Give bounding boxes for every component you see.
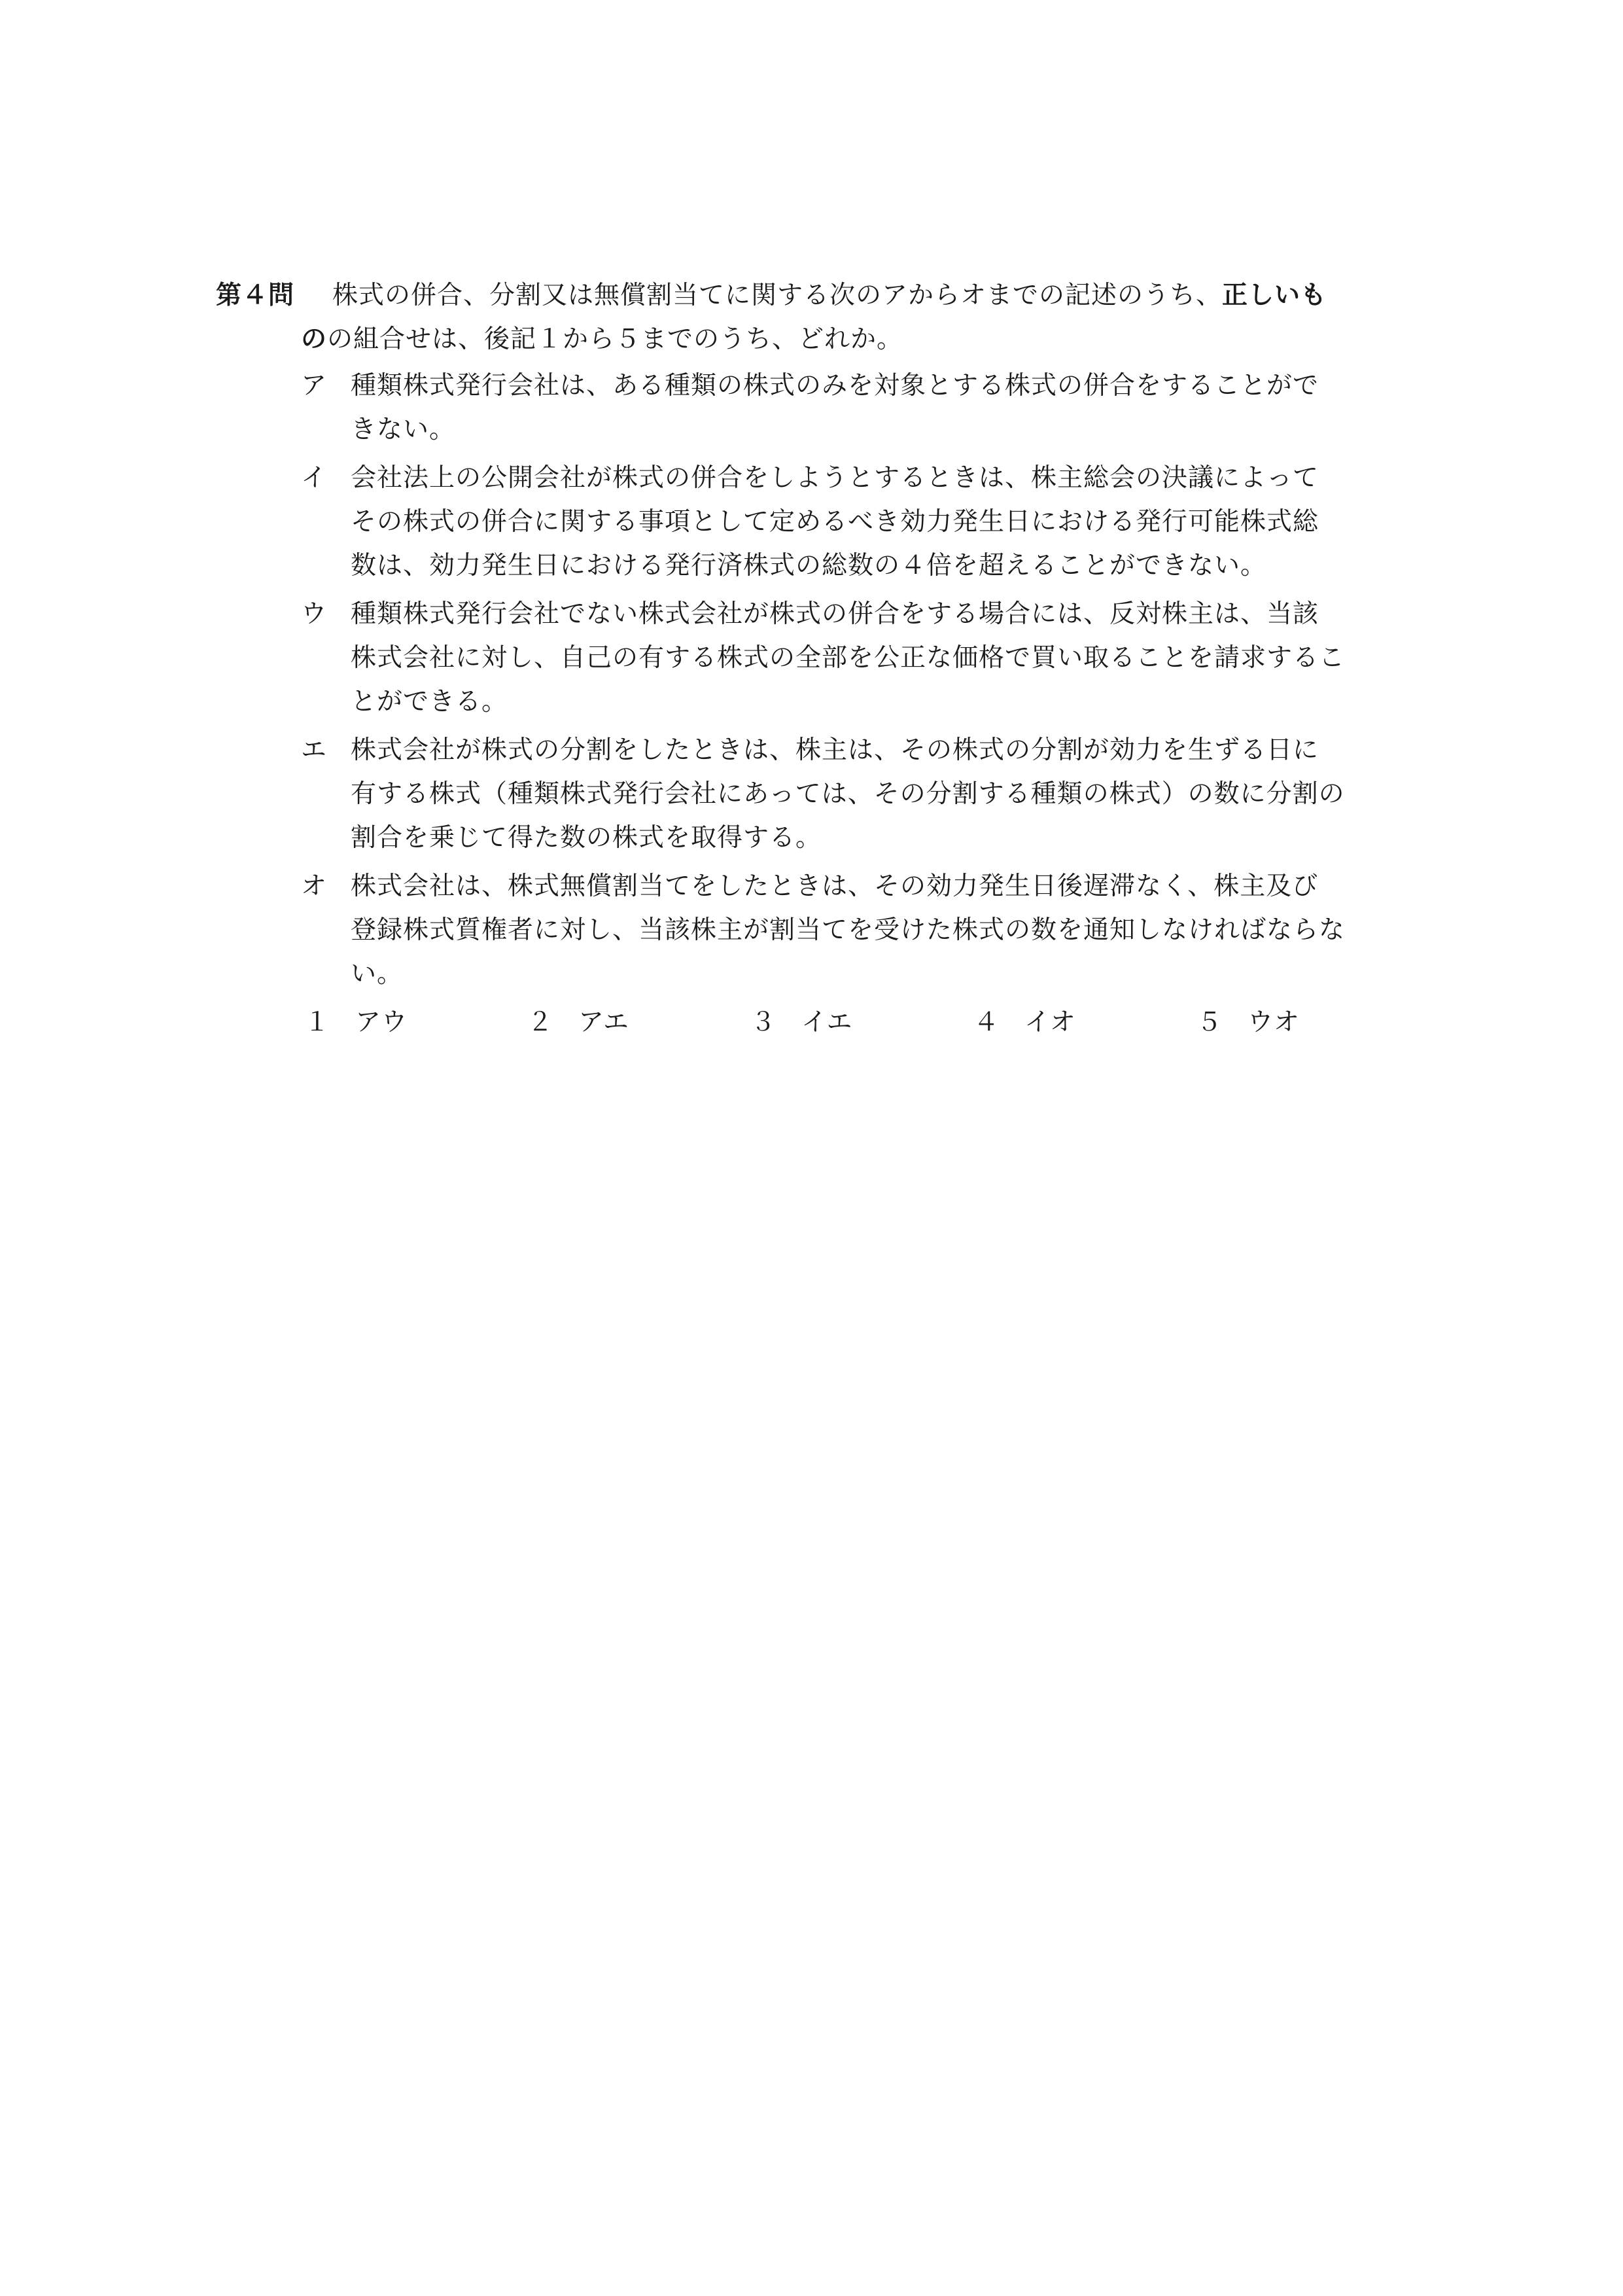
- statement-label: ア: [301, 371, 328, 400]
- choice-number: ４: [973, 1008, 1000, 1037]
- answer-choice-5: [1196, 1000, 1420, 1044]
- statement-text: [351, 864, 1420, 996]
- statement-line: 会社法上の公開会社が株式の併合をしようとするときは、株主総会の決議によって: [351, 463, 1319, 493]
- statement-line: 株式会社が株式の分割をしたときは、株主は、その株式の分割が効力を生ずる日に: [351, 735, 1319, 765]
- question-text-line-2: [216, 317, 1420, 361]
- question-header: [216, 274, 1420, 317]
- choice-number: ５: [1196, 1008, 1223, 1037]
- statement-text: [351, 728, 1420, 860]
- choice-number: ２: [527, 1008, 554, 1037]
- answer-choices: [216, 1000, 1420, 1044]
- question-emphasis: 正しいも: [1222, 281, 1327, 310]
- statement-line: とができる。: [351, 687, 508, 716]
- choice-number: １: [304, 1008, 331, 1037]
- statement-line: 数は、効力発生日における発行済株式の総数の４倍を超えることができない。: [351, 551, 1267, 580]
- statement-text: [351, 456, 1420, 588]
- statement-label: ウ: [301, 599, 328, 629]
- statement-text: [351, 592, 1420, 724]
- choice-number: ３: [750, 1008, 777, 1037]
- statement-a: [301, 364, 1420, 451]
- answer-choice-2: [527, 1000, 750, 1044]
- choice-answer: イエ: [801, 1008, 853, 1037]
- statement-line: その株式の併合に関する事項として定めるべき効力発生日における発行可能株式総: [351, 507, 1319, 537]
- statement-line: きない。: [351, 415, 456, 444]
- choice-answer: ウオ: [1248, 1008, 1300, 1037]
- statement-u: [301, 592, 1420, 724]
- statement-i: [301, 456, 1420, 588]
- statement-label: オ: [301, 872, 328, 901]
- statement-line: 株式会社に対し、自己の有する株式の全部を公正な価格で買い取ることを請求するこ: [351, 643, 1346, 673]
- statement-line: 株式会社は、株式無償割当てをしたときは、その効力発生日後遅滞なく、株主及び: [351, 872, 1319, 901]
- statement-label: エ: [301, 735, 328, 765]
- statement-e: [301, 728, 1420, 860]
- question-block: [216, 274, 1420, 1044]
- statement-line: 割合を乗じて得た数の株式を取得する。: [351, 823, 822, 853]
- statement-o: [301, 864, 1420, 996]
- statement-text: [351, 364, 1420, 451]
- statement-label: イ: [301, 463, 328, 493]
- question-number: 第４問: [216, 281, 295, 310]
- statement-line: 種類株式発行会社は、ある種類の株式のみを対象とする株式の併合をすることがで: [351, 371, 1319, 400]
- choice-answer: イオ: [1024, 1008, 1076, 1037]
- statement-line: 種類株式発行会社でない株式会社が株式の併合をする場合には、反対株主は、当該: [351, 599, 1319, 629]
- question-text-before: 株式の併合、分割又は無償割当てに関する次のアからオまでの記述のうち、: [332, 281, 1223, 310]
- choice-answer: アエ: [578, 1008, 630, 1037]
- statement-line: い。: [351, 959, 404, 989]
- statement-line: 有する株式（種類株式発行会社にあっては、その分割する種類の株式）の数に分割の: [351, 779, 1345, 809]
- answer-choice-1: [304, 1000, 527, 1044]
- choice-answer: アウ: [355, 1008, 408, 1037]
- question-text-line-1: [332, 274, 1420, 317]
- answer-choice-4: [973, 1000, 1196, 1044]
- answer-choice-3: [750, 1000, 973, 1044]
- question-emphasis-continued: の: [301, 325, 328, 354]
- question-text-after: の組合せは、後記１から５までのうち、どれか。: [327, 325, 903, 354]
- statement-list: [216, 364, 1420, 996]
- statement-line: 登録株式質権者に対し、当該株主が割当てを受けた株式の数を通知しなければならな: [351, 915, 1346, 945]
